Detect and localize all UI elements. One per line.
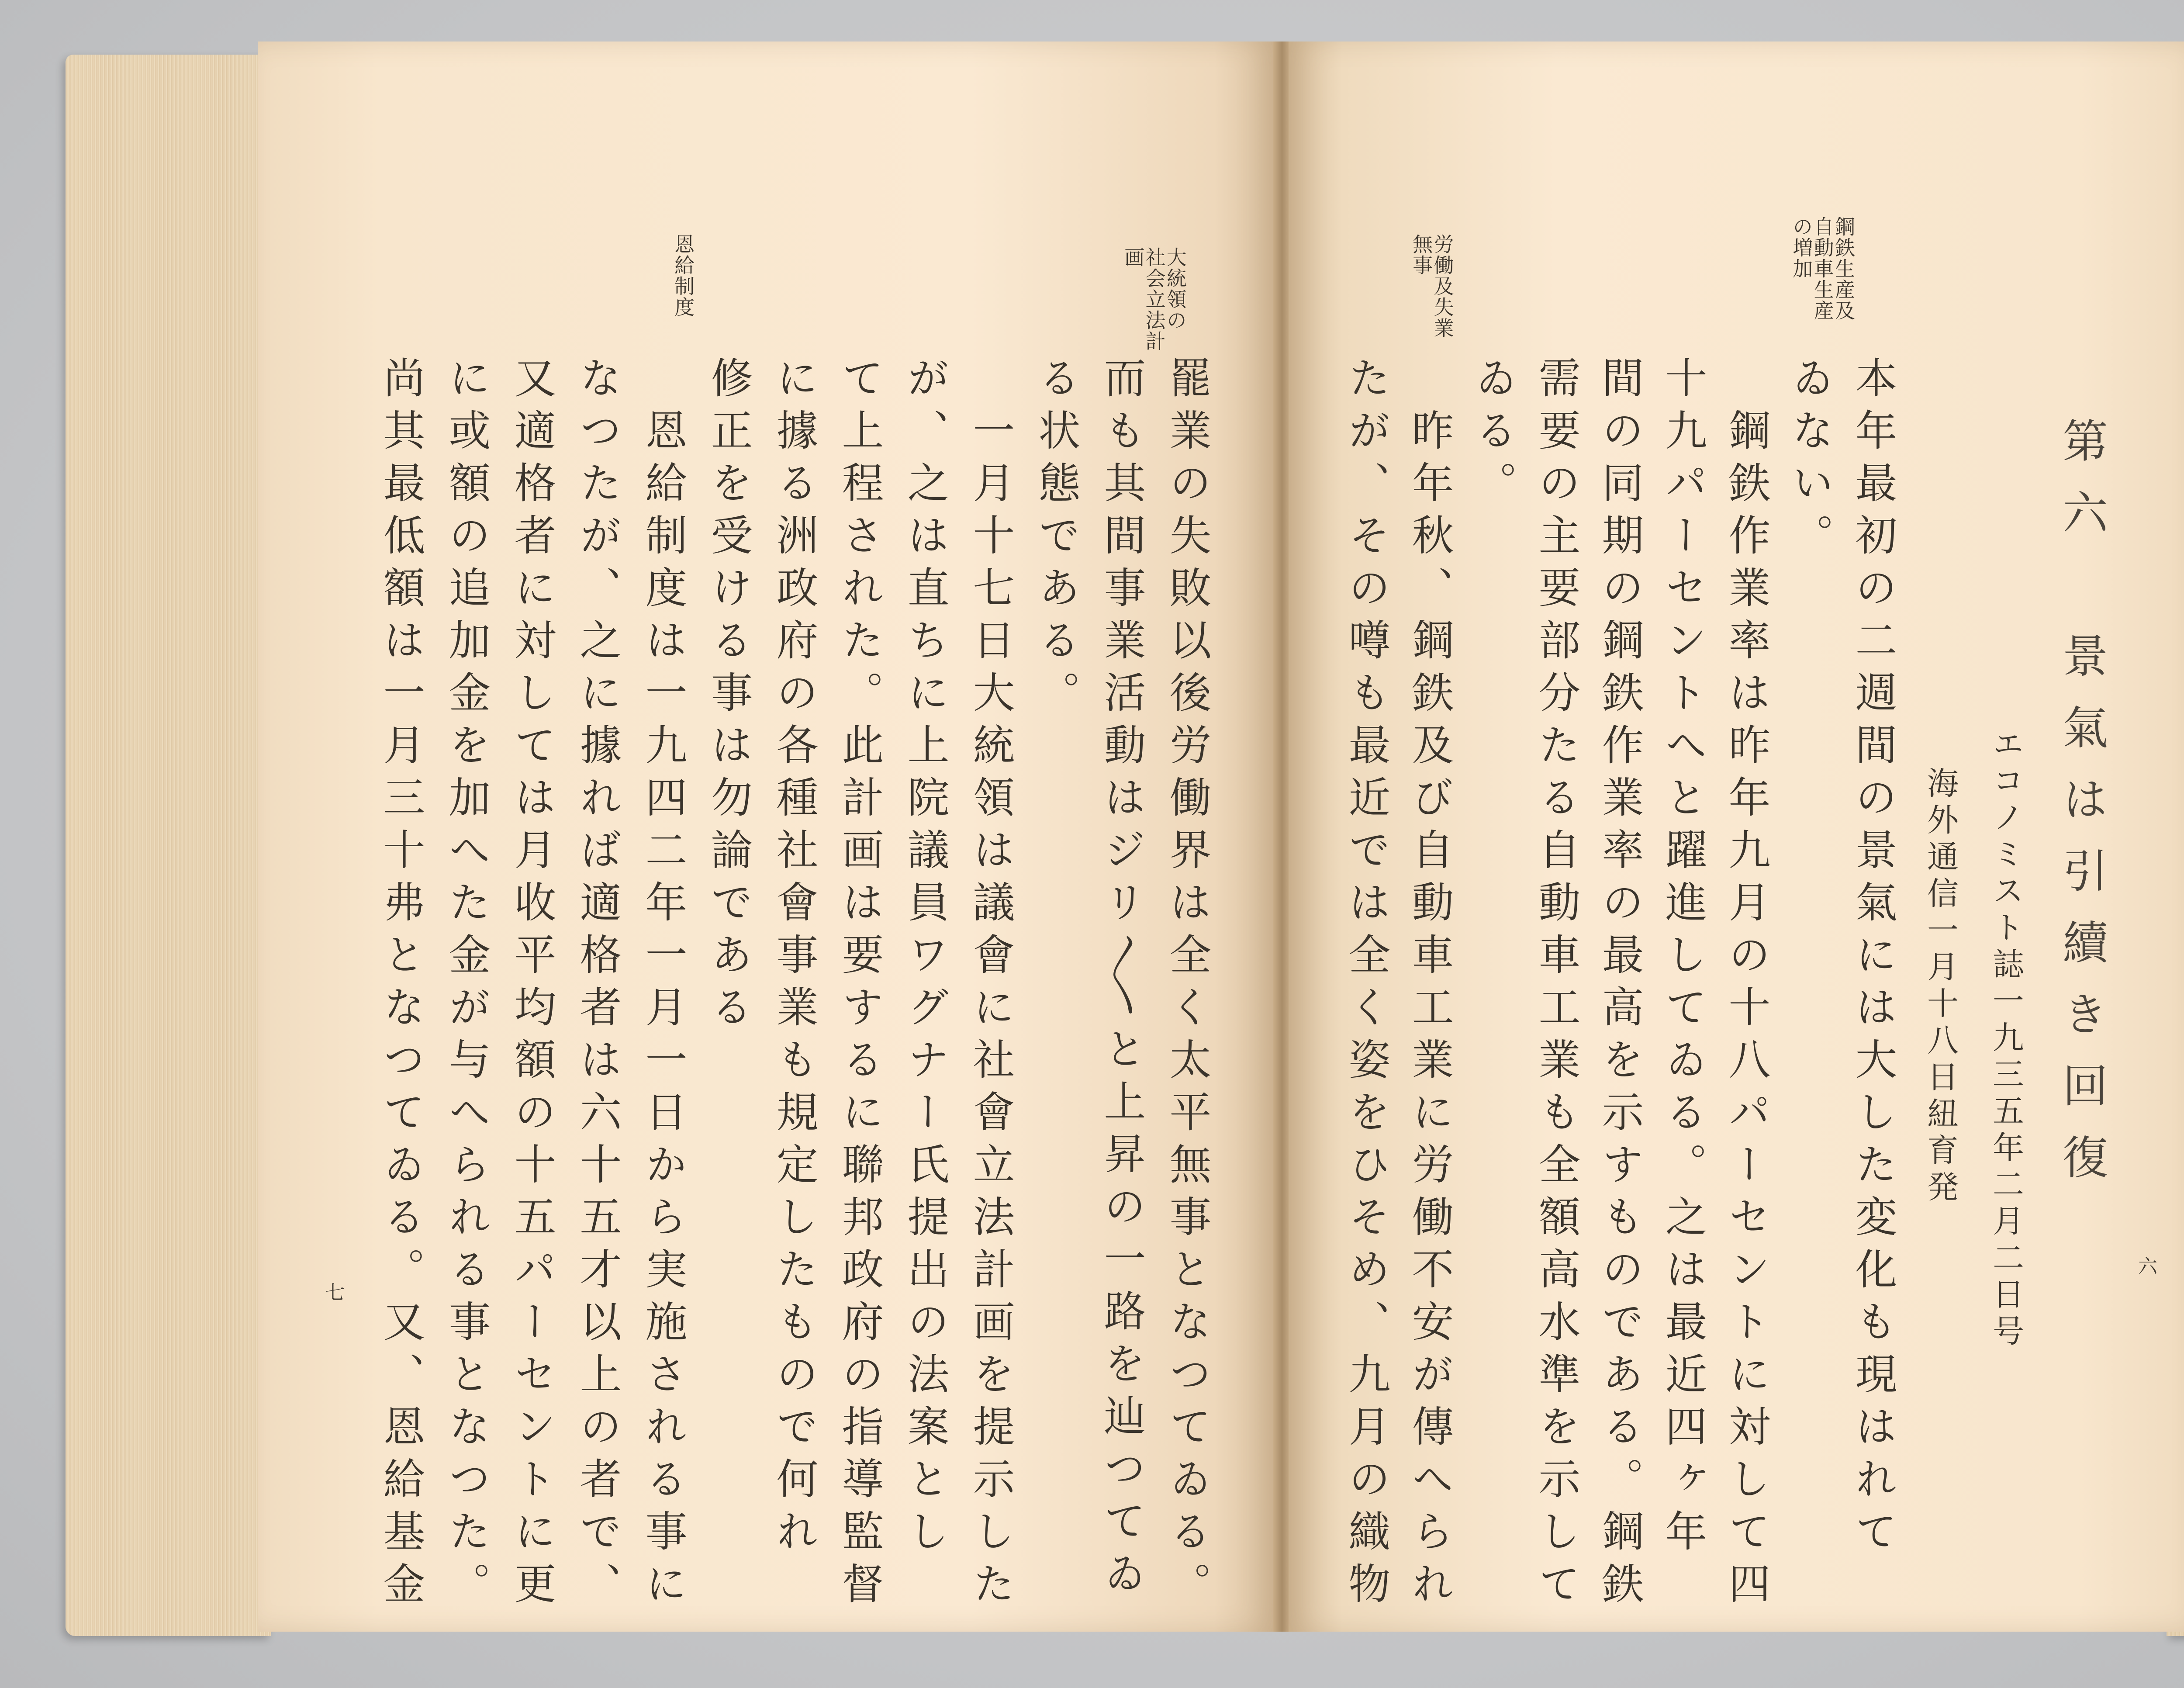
body-line: 尚其最低額は一月三十弗となつてゐる。又、恩給基金: [377, 356, 425, 1614]
body-line: 間の同期の鋼鉄作業率の最高を示すものである。鋼鉄: [1595, 356, 1644, 1614]
body-line: 一月十七日大統領は議會に社會立法計画を提示した: [966, 408, 1015, 1614]
chapter-subtitle: エコノミスト誌一九三五年二月二日号: [1987, 727, 2024, 1351]
body-line: 修正を受ける事は勿論である: [704, 356, 753, 1038]
body-line: に或額の追加金を加へた金が与へられる事となつた。: [442, 356, 491, 1614]
body-line: 昨年秋、鋼鉄及び自動車工業に労働不安が傳へられ: [1405, 408, 1454, 1614]
body-line: 而も其間事業活動はジリ〳〵と上昇の一路を辿つてゐ: [1097, 356, 1146, 1604]
body-line: なつたが、之に據れば適格者は六十五才以上の者で、: [573, 356, 622, 1614]
margin-note-line: 社会立法計: [1142, 247, 1166, 352]
margin-note-line: 自動車生産: [1811, 216, 1835, 321]
body-line: る状態である。: [1032, 356, 1081, 723]
margin-note-line: 無事: [1410, 234, 1434, 276]
page-number: 七: [322, 1282, 344, 1301]
body-line: ゐない。: [1785, 356, 1834, 566]
body-line: に據る洲政府の各種社會事業も規定したもので何れ: [770, 356, 819, 1562]
body-line: 恩給制度は一九四二年一月一日から実施される事に: [639, 408, 688, 1614]
book-gutter: [1273, 42, 1291, 1632]
chapter-title: 第六 景氣は引續き回復: [2055, 417, 2108, 1205]
open-book: [66, 42, 2184, 1649]
page-number: 六: [2135, 1256, 2157, 1275]
source-line: 海外通信一月十八日紐育発: [1922, 767, 1959, 1207]
body-line: たが、その噂も最近では全く姿をひそめ、九月の織物: [1342, 356, 1391, 1614]
left-page: [258, 42, 1275, 1632]
margin-note-line: 恩給制度: [671, 234, 695, 318]
margin-note-line: の増加: [1790, 216, 1814, 279]
body-line: 罷業の失敗以後労働界は全く太平無事となつてゐる。: [1163, 356, 1212, 1614]
margin-note-line: 労働及失業: [1431, 234, 1455, 339]
left-page-edges: [66, 55, 271, 1636]
margin-note-line: 大統領の: [1163, 247, 1187, 331]
body-line: 本年最初の二週間の景氣には大した変化も現はれて: [1849, 356, 1897, 1562]
body-line: 鋼鉄作業率は昨年九月の十八パーセントに対して四: [1722, 408, 1771, 1614]
margin-note-social-legislation: [1123, 247, 1186, 352]
margin-note-pension: [673, 234, 694, 318]
body-line: て上程された。此計画は要するに聯邦政府の指導監督: [835, 356, 884, 1614]
body-line: ゐる。: [1469, 356, 1517, 513]
body-line: が、之は直ちに上院議員ワグナー氏提出の法案とし: [901, 356, 950, 1562]
margin-note-line: 鋼鉄生産及: [1832, 216, 1856, 321]
body-line: 需要の主要部分たる自動車工業も全額高水準を示して: [1532, 356, 1581, 1614]
margin-note-line: 画: [1121, 247, 1145, 268]
body-line: 又適格者に対しては月收平均額の十五パーセントに更: [508, 356, 556, 1614]
right-page: [1289, 42, 2184, 1632]
body-line: 十九パーセントへと躍進してゐる。之は最近四ヶ年: [1659, 356, 1707, 1562]
margin-note-steel-auto: [1791, 216, 1854, 321]
margin-note-labor: [1411, 234, 1453, 339]
